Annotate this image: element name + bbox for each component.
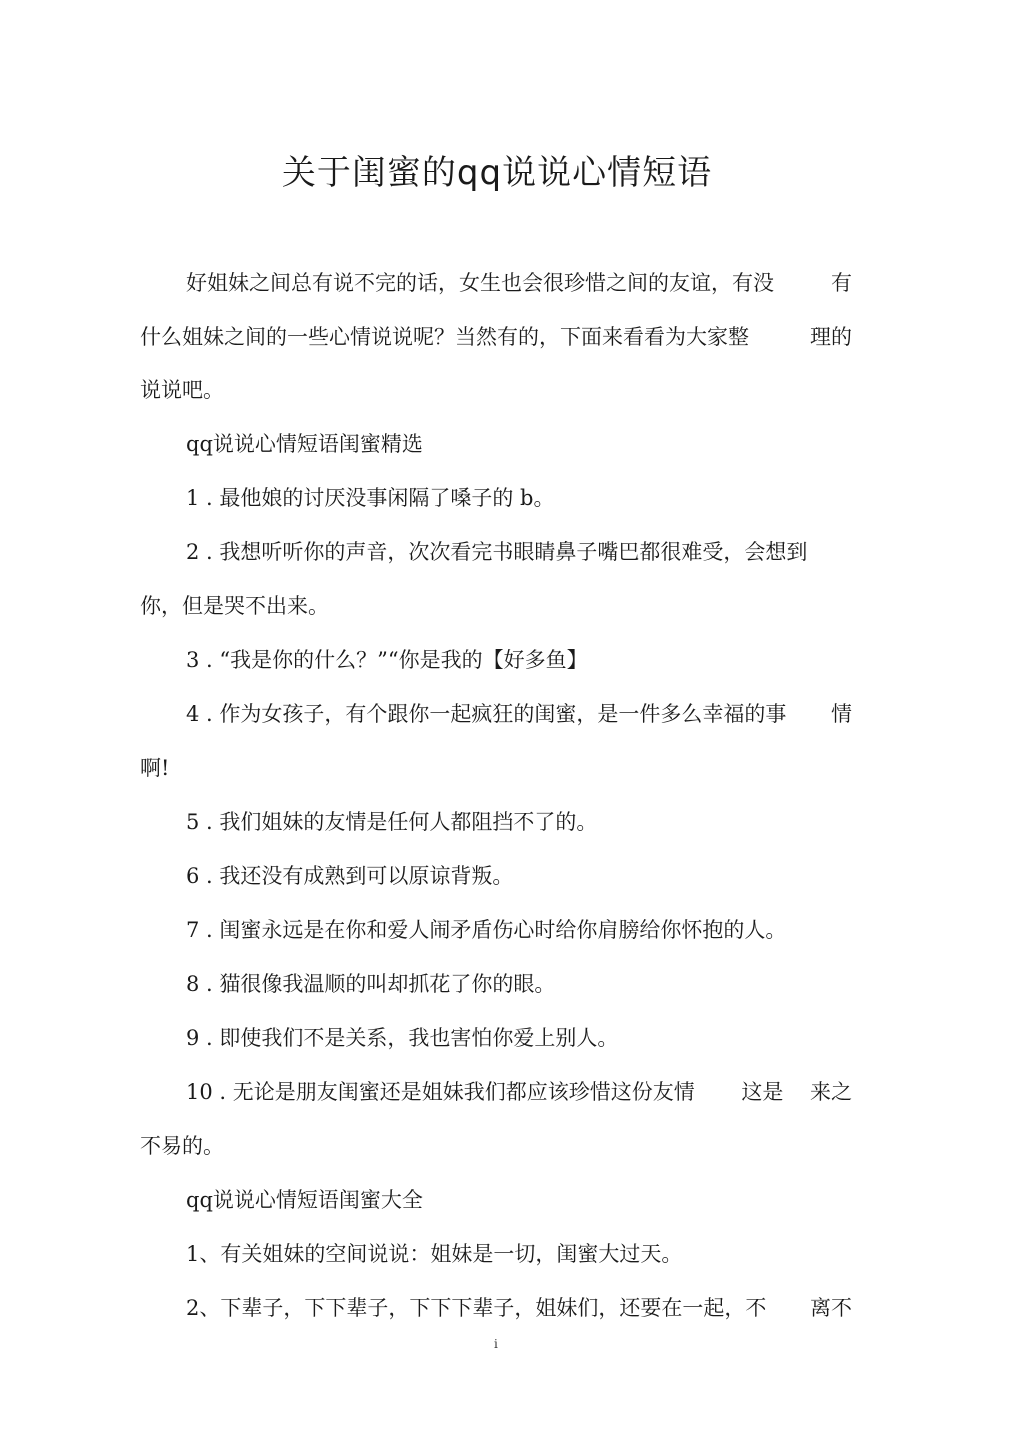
list-item-tail: 情 (831, 702, 852, 726)
list-item-text: 10 . 无论是朋友闺蜜还是姐妹我们都应该珍惜这份友情 (186, 1080, 695, 1104)
list-item: 1、有关姐妹的空间说说：姐妹是一切，闺蜜大过天。 (186, 1242, 683, 1266)
list-item-text: 4 . 作为女孩子，有个跟你一起疯狂的闺蜜，是一件多么幸福的事 (186, 702, 787, 726)
intro-line-2-text: 什么姐妹之间的一些心情说说呢？当然有的，下面来看看为大家整 (140, 325, 749, 349)
list-item: 7 . 闺蜜永远是在你和爱人闹矛盾伤心时给你肩膀给你怀抱的人。 (186, 918, 787, 942)
list-item (140, 1077, 852, 1107)
list-item (140, 699, 852, 729)
intro-line-1-text: 好姐妹之间总有说不完的话，女生也会很珍惜之间的友谊，有没 (186, 271, 774, 295)
list-item-tail: 来之 (810, 1080, 852, 1104)
intro-line-2-tail: 理的 (810, 325, 852, 349)
list-item: 2 . 我想听听你的声音，次次看完书眼睛鼻子嘴巴都很难受，会想到 (186, 540, 808, 564)
list-item: 9 . 即使我们不是关系，我也害怕你爱上别人。 (186, 1026, 619, 1050)
section-1-heading: qq说说心情短语闺蜜精选 (186, 432, 423, 456)
intro-line-3: 说说吧。 (140, 378, 224, 402)
list-item-text: 2、下辈子，下下辈子，下下下辈子，姐妹们，还要在一起，不 (186, 1296, 767, 1320)
list-item: 8 . 猫很像我温顺的叫却抓花了你的眼。 (186, 972, 556, 996)
list-item-tail: 离不 (810, 1296, 852, 1320)
page-number: i (494, 1337, 498, 1351)
list-item: 6 . 我还没有成熟到可以原谅背叛。 (186, 864, 514, 888)
list-item-continuation: 不易的。 (140, 1134, 224, 1158)
list-item-continuation: 啊! (140, 756, 170, 780)
intro-line-1 (140, 268, 852, 298)
list-item-continuation: 你，但是哭不出来。 (140, 594, 329, 618)
intro-line-1-tail: 有 (831, 271, 852, 295)
list-item-mid: 这是 (741, 1080, 784, 1104)
list-item: 5 . 我们姐妹的友情是任何人都阻挡不了的。 (186, 810, 598, 834)
intro-line-2 (140, 322, 852, 352)
page-title: 关于闺蜜的qq说说心情短语 (281, 153, 713, 193)
list-item: 1 . 最他娘的讨厌没事闲隔了嗓子的 b。 (186, 486, 555, 510)
section-2-heading: qq说说心情短语闺蜜大全 (186, 1188, 423, 1212)
list-item: 3 . “我是你的什么？”“你是我的【好多鱼】 (186, 648, 588, 672)
list-item (140, 1293, 852, 1323)
